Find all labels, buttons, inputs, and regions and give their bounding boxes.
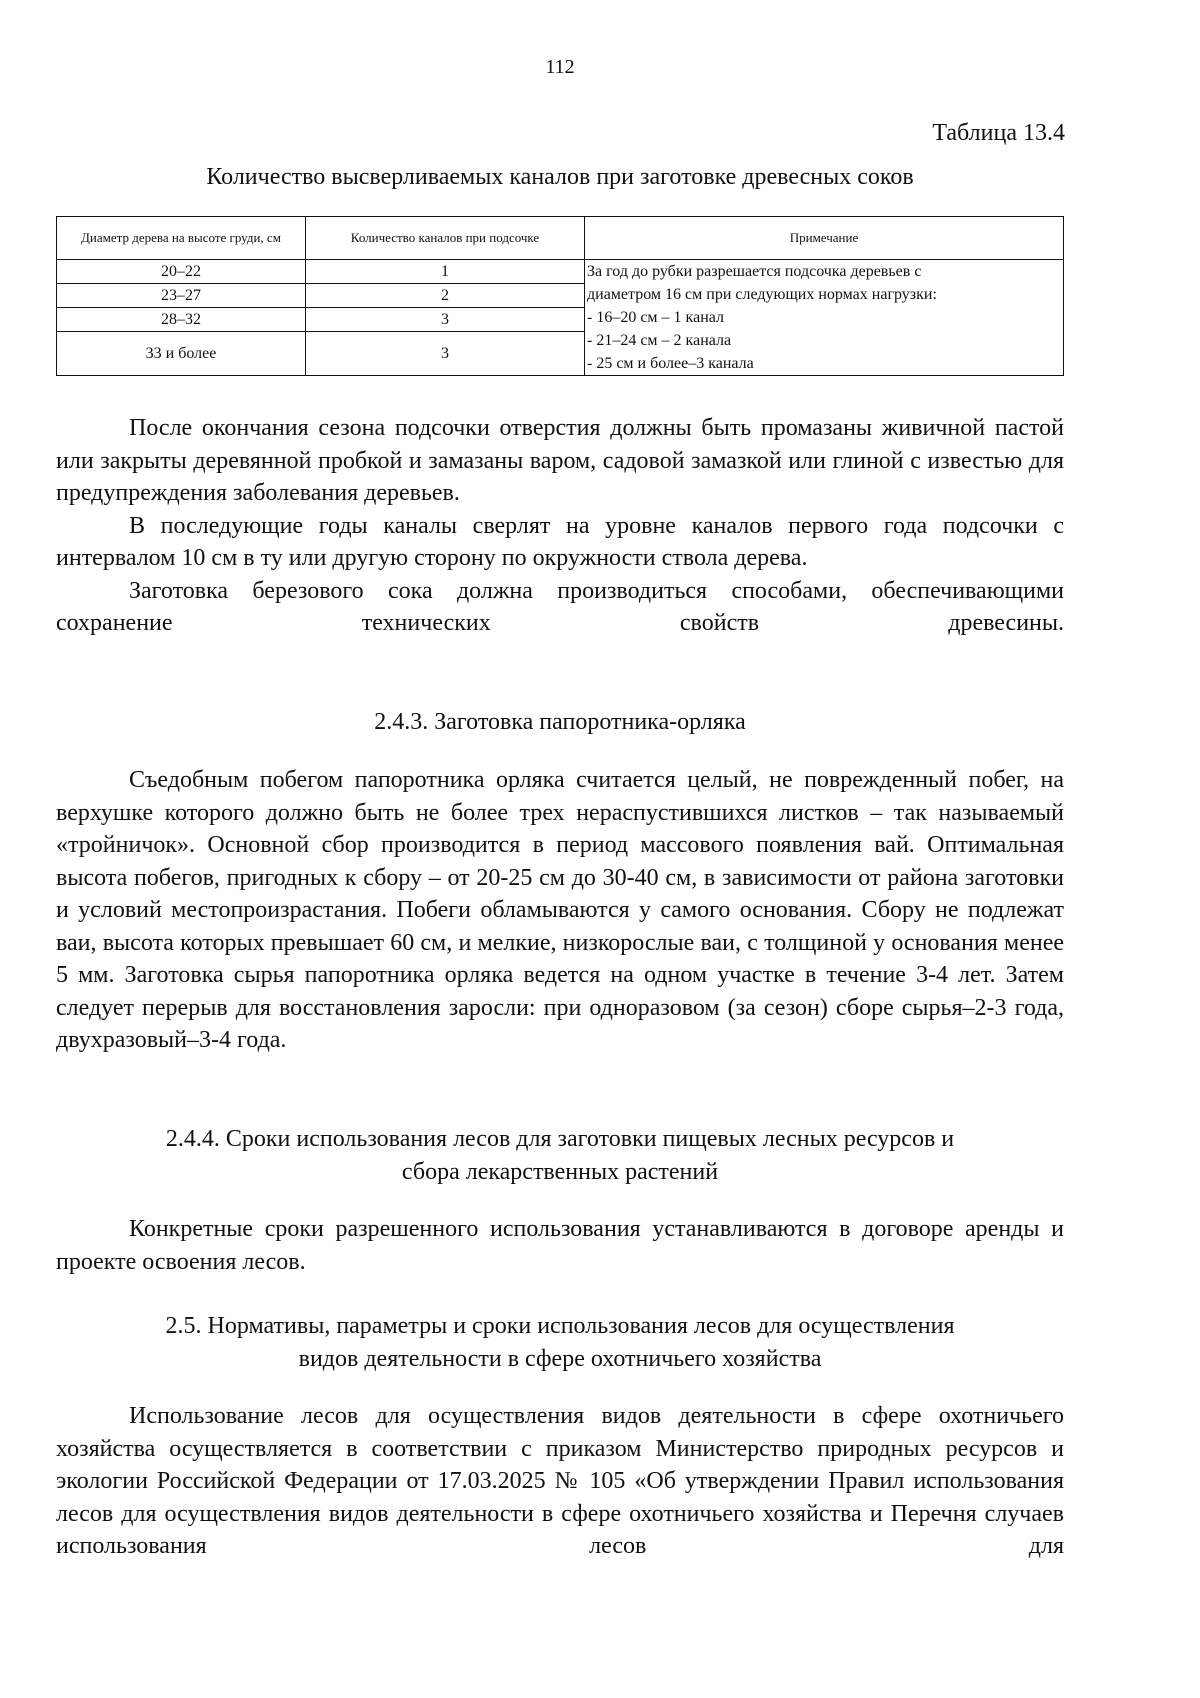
cell-diameter: 20–22 [57,260,306,284]
header-note: Примечание [585,217,1064,260]
note-line: - 25 см и более–3 канала [587,355,754,372]
body-text-block-1 [56,412,1064,640]
body-text-block-2 [56,764,1064,1057]
body-paragraph: Использование лесов для осуществления видов деятельности в сфере охотничьего хозяйства осуществляется в соответствии с приказом Министерство природных ресурсов и экологии Российской Федерации от 17.03.2025 № 105 «Об утверждении Правил использования лесов для осуществления видов деятельности в сфере охотничьего хозяйства и Перечня случаев использования лесов для [56,1403,1064,1559]
table-label: Таблица 13.4 [932,120,1065,146]
heading-line: 2.5. Нормативы, параметры и сроки использования лесов для осуществления [165,1313,955,1339]
cell-channels: 1 [306,260,585,284]
cell-channels: 2 [306,284,585,308]
channels-table [56,216,1064,376]
body-paragraph: Конкретные сроки разрешенного использования устанавливаются в договоре аренды и проекте освоения лесов. [56,1216,1064,1275]
heading-line: 2.4.3. Заготовка папоротника-орляка [374,709,746,735]
table-row [57,260,1064,284]
note-line: - 21–24 см – 2 канала [587,332,732,349]
body-text-block-4 [56,1400,1064,1563]
table-header-row [57,217,1064,260]
cell-channels: 3 [306,308,585,332]
cell-diameter: 23–27 [57,284,306,308]
table-title: Количество высверливаемых каналов при заготовке древесных соков [206,164,914,190]
cell-diameter: 33 и более [57,332,306,376]
page-number: 112 [545,56,575,78]
body-paragraph: Съедобным побегом папоротника орляка считается целый, не поврежденный побег, на верхушке которого должно быть не более трех нераспустившихся листков – так называемый «тройничок». Основной сбор производится в период массового появления вай. Оптимальная высота побегов, пригодных к сбору – от 20-25 см до 30-40 см, в зависимости от района заготовки и условий местопроизрастания. Побеги обламываются у самого основания. Сбору не подлежат ваи, высота которых превышает 60 см, и мелкие, низкорослые ваи, с толщиной у основания менее 5 мм. Заготовка сырья папоротника орляка ведется на одном участке в течение 3-4 лет. Затем следует перерыв для восстановления заросли: при одноразовом (за сезон) сборе сырья–2-3 года, двухразовый–3-4 года. [56,767,1064,1053]
note-line: - 16–20 см – 1 канал [587,309,724,326]
section-heading-2-5 [56,1310,1064,1375]
cell-diameter: 28–32 [57,308,306,332]
cell-note [585,260,1064,376]
note-line: За год до рубки разрешается подсочка деревьев с [587,263,922,280]
note-line: диаметром 16 см при следующих нормах нагрузки: [587,286,937,303]
heading-line: сбора лекарственных растений [401,1158,719,1185]
heading-line: 2.4.4. Сроки использования лесов для заготовки пищевых лесных ресурсов и [165,1126,955,1152]
header-diameter: Диаметр дерева на высоте груди, см [57,217,306,260]
section-heading-2-4-3 [56,706,1064,739]
header-channels: Количество каналов при подсочке [306,217,585,260]
body-paragraph: Заготовка березового сока должна производиться способами, обеспечивающими сохранение технических свойств древесины. [56,577,1064,636]
body-paragraph: В последующие годы каналы сверлят на уровне каналов первого года подсочки с интервалом 10 см в ту или другую сторону по окружности ствола дерева. [56,512,1064,571]
cell-channels: 3 [306,332,585,376]
section-heading-2-4-4 [56,1123,1064,1188]
body-paragraph: После окончания сезона подсочки отверстия должны быть промазаны живичной пастой или закрыты деревянной пробкой и замазаны варом, садовой замазкой или глиной с известью для предупреждения заболевания деревьев. [56,415,1064,506]
heading-line: видов деятельности в сфере охотничьего хозяйства [298,1345,822,1372]
body-text-block-3 [56,1213,1064,1278]
